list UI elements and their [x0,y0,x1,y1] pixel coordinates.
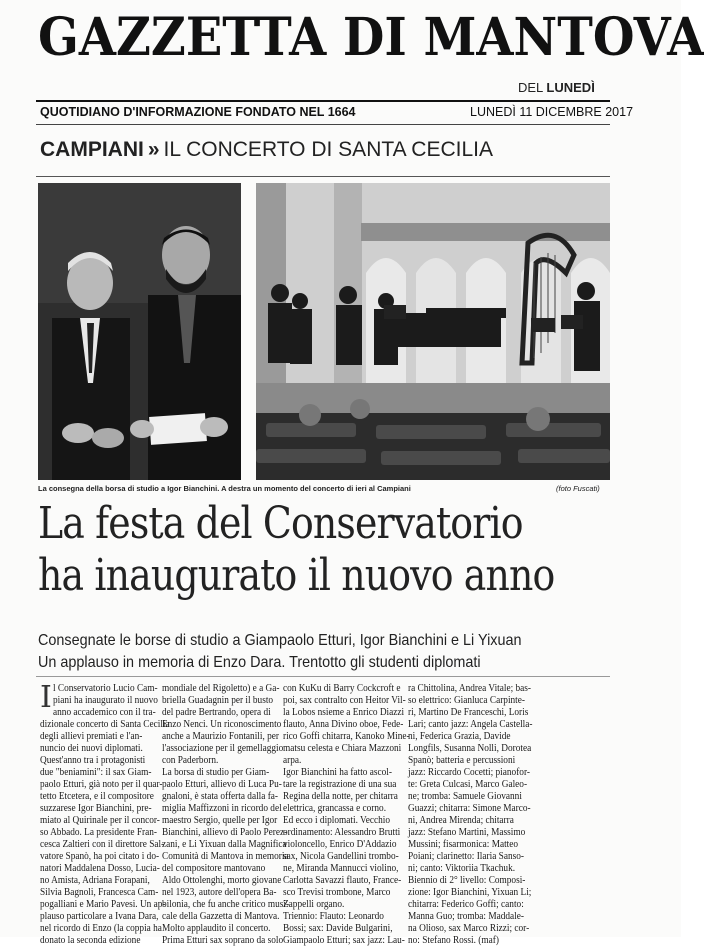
article-text-line: sax, Nicola Gandellini trombo- [283,851,399,862]
article-text-line: Manna Guo; tromba: Maddale- [408,911,524,922]
tagline-rule [36,124,610,125]
article-text-line: ni, Federica Grazia, Davide [408,731,511,742]
photo-caption: La consegna della borsa di studio a Igor Bianchini. A destra un momento del concerto di ieri al Campiani [38,484,411,493]
article-subhead [38,630,618,674]
edition-day: LUNEDÌ [546,80,595,95]
article-text-line: cale della Gazzetta di Mantova. [162,911,280,922]
article-text-line: Aldo Ottolenghi, morto giovane [162,875,282,886]
article-text-line: jazz: Riccardo Cocetti; pianofor- [408,767,530,778]
masthead-title: GAZZETTA DI MANTOVA [38,7,704,68]
article-column-1 [40,680,170,947]
article-text-line: suzzarese Igor Bianchini, pre- [40,803,152,814]
headline-line: ha inaugurato il nuovo anno [38,550,555,601]
article-text-line: piani ha inaugurato il nuovo [53,695,158,706]
article-column-4 [408,683,533,947]
article-text-line: Ed ecco i diplomati. Vecchio [283,815,391,826]
article-text-line: Poiani; clarinetto: Ilaria Sanso- [408,851,524,862]
article-text-line: La borsa di studio per Giam- [162,767,270,778]
photo-award-handover-illustration [38,183,241,480]
article-text-line: violoncello, Enrico D'Addazio [283,839,397,850]
section-kicker: CAMPIANI [40,138,144,161]
article-text-line: Zappelli organo. [283,899,345,910]
article-text-line: flauto, Anna Divino oboe, Fede- [283,719,404,730]
photo-credit: (foto Fuscati) [556,484,600,493]
article-text-line: zani, e Li Yixuan dalla Magnifica [162,839,287,850]
article-text-line: chitarra: Federico Goffi; canto: [408,899,524,910]
article-text-line: Comunità di Mantova in memoria [162,851,289,862]
article-text-line: Guazzi; chitarra: Simone Marco- [408,803,531,814]
article-text-line: Quest'anno tra i protagonisti [40,755,146,766]
article-text-line: vatore Spanò, ha poi citato i do- [40,851,160,862]
body-rule [36,676,610,677]
article-column-2 [162,683,290,947]
article-text-line: te: Greta Culcasi, Marco Galeo- [408,779,528,790]
subhead-line: Un applauso in memoria di Enzo Dara. Trentotto gli studenti diplomati [38,654,481,671]
article-text-line: del compositore mantovano [162,863,266,874]
article-text-line: ne, Miranda Mannucci violino, [283,863,399,874]
article-text-line: jazz: Stefano Martini, Massimo [408,827,526,838]
article-text-line: matsu celesta e Chiara Mazzoni [283,743,402,754]
article-text-line: so Abbado. La presidente Fran- [40,827,158,838]
article-text-line: Molto applaudito il concerto. [162,923,271,934]
article-text-line: Silvia Bagnoli, Francesca Cam- [40,887,159,898]
article-text-line: so elettrico: Gianluca Carpinte- [408,695,525,706]
article-text-line: anche a Maurizio Fontanili, per [162,731,279,742]
masthead-rule [36,100,610,102]
article-text-line: con KuKu di Barry Cockcroft e [283,683,401,694]
article-text-line: anno accademico con il tra- [53,707,156,718]
article-text-line: nel 1923, autore dell'opera Ba- [162,887,277,898]
subhead-line: Consegnate le borse di studio a Giampaolo Etturi, Igor Bianchini e Li Yixuan [38,632,522,649]
article-text-line: Bossi; sax: Davide Bulgarini, [283,923,393,934]
article-text-line: Enzo Nenci. Un riconoscimento [162,719,282,730]
article-text-line: paolo Etturi, allievo di Luca Pu- [162,779,282,790]
article-text-line: ne; tromba: Samuele Giovanni [408,791,522,802]
article-text-line: ordinamento: Alessandro Brutti [283,827,401,838]
section-header [40,138,493,162]
article-text-line: miglia Maffizzoni in ricordo del [162,803,282,814]
article-text-line: maestro Sergio, quelle per Igor [162,815,278,826]
article-text-line: Giampaolo Etturi; sax jazz: Lau- [283,935,405,946]
article-text-line: Igor Bianchini ha fatto ascol- [283,767,392,778]
article-text-line: nel ricordo di Enzo (la coppia ha [40,923,162,934]
article-text-line: Bianchini, allievo di Paolo Perez- [162,827,288,838]
article-text-line: paolo Etturi, già noto per il quar- [40,779,163,790]
masthead-edition [518,80,595,95]
article-text-line: gnaloni, è stata offerta dalla fa- [162,791,279,802]
article-text-line: Prima Etturi sax soprano da solo [162,935,284,946]
article-text-line: natori Maddalena Dosso, Lucia- [40,863,160,874]
photo-concert-hall-illustration [256,183,610,480]
article-text-line: donato la seconda edizione [40,935,141,946]
article-text-line: zione: Igor Bianchini, Yixuan Li; [408,887,532,898]
article-text-line: due "beniamini": il sax Giam- [40,767,152,778]
article-text-line: Carlotta Savazzi flauto, France- [283,875,402,886]
edition-prefix: DEL [518,80,547,95]
article-text-line: pogalliani e Mario Pavesi. Un ap- [40,899,166,910]
article-text-line: na Olioso, sax Marco Rizzi; cor- [408,923,530,934]
photo-award-handover [38,183,241,480]
article-text-line: no Amista, Adriana Forapani, [40,875,150,886]
article-text-line: no: Stefano Rossi. (maf) [408,935,499,946]
article-text-line: Biennio di 2° livello: Composi- [408,875,526,886]
article-text-line: bilonia, che fu anche critico musi- [162,899,290,910]
article-text-line: l Conservatorio Lucio Cam- [53,683,158,694]
section-topic: IL CONCERTO DI SANTA CECILIA [163,138,493,161]
article-text-line: ra Chittolina, Andrea Vitale; bas- [408,683,531,694]
article-text-line: del padre Bertrando, opera di [162,707,271,718]
article-text-line: mondiale del Rigoletto) e a Ga- [162,683,280,694]
article-text-line: briella Guadagnin per il busto [162,695,274,706]
article-text-line: elettrica, grancassa e corno. [283,803,387,814]
article-text-line: Mussini; fisarmonica: Matteo [408,839,519,850]
photo-concert-hall [256,183,610,480]
article-text-line: miato al Quirinale per il concor- [40,815,160,826]
article-text-line: degli allievi premiati e l'an- [40,731,143,742]
article-text-line: cesca Zaltieri con il direttore Sal- [40,839,165,850]
article-text-line: tare la registrazione di una sua [283,779,397,790]
article-text-line: sco Trevisi trombone, Marco [283,887,391,898]
article-text-line: Triennio: Flauto: Leonardo [283,911,384,922]
masthead-tagline: QUOTIDIANO D'INFORMAZIONE FONDATO NEL 1664 [40,105,356,119]
headline-line: La festa del Conservatorio [38,498,523,549]
article-text-line: la Lobos nsieme a Enrico Diazzi [283,707,405,718]
section-rule [36,176,610,177]
article-text-line: Longfils, Susanna Nolli, Dorotea [408,743,532,754]
article-text-line: arpa. [283,755,302,766]
article-text-line: poi, sax contralto con Heitor Vil- [283,695,406,706]
article-text-line: Lari; canto jazz: Angela Castella- [408,719,533,730]
issue-date: LUNEDÌ 11 DICEMBRE 2017 [470,105,634,119]
article-dropcap: I [40,680,52,715]
article-text-line: tetto Etcetera, e il compositore [40,791,154,802]
article-text-line: Spanò; batteria e percussioni [408,755,516,766]
article-text-line: Regina della notte, per chitarra [283,791,398,802]
article-text-line: rico Goffi chitarra, Kanoko Mine- [283,731,410,742]
article-text-line: ni; canto: Viktoriia Tkachuk. [408,863,516,874]
article-text-line: l'associazione per il gemellaggio [162,743,284,754]
article-text-line: con Paderborn. [162,755,219,766]
article-text-line: dizionale concerto di Santa Cecilia [40,719,170,730]
article-headline [38,498,618,602]
article-text-line: nuncio dei nuovi diplomati. [40,743,143,754]
article-column-3 [283,683,410,947]
chevron-icon: » [147,138,160,161]
article-text-line: ri, Martino De Franceschi, Loris [408,707,529,718]
article-text-line: plauso particolare a Ivana Dara, [40,911,159,922]
article-text-line: ni, Andrea Mirenda; chitarra [408,815,514,826]
